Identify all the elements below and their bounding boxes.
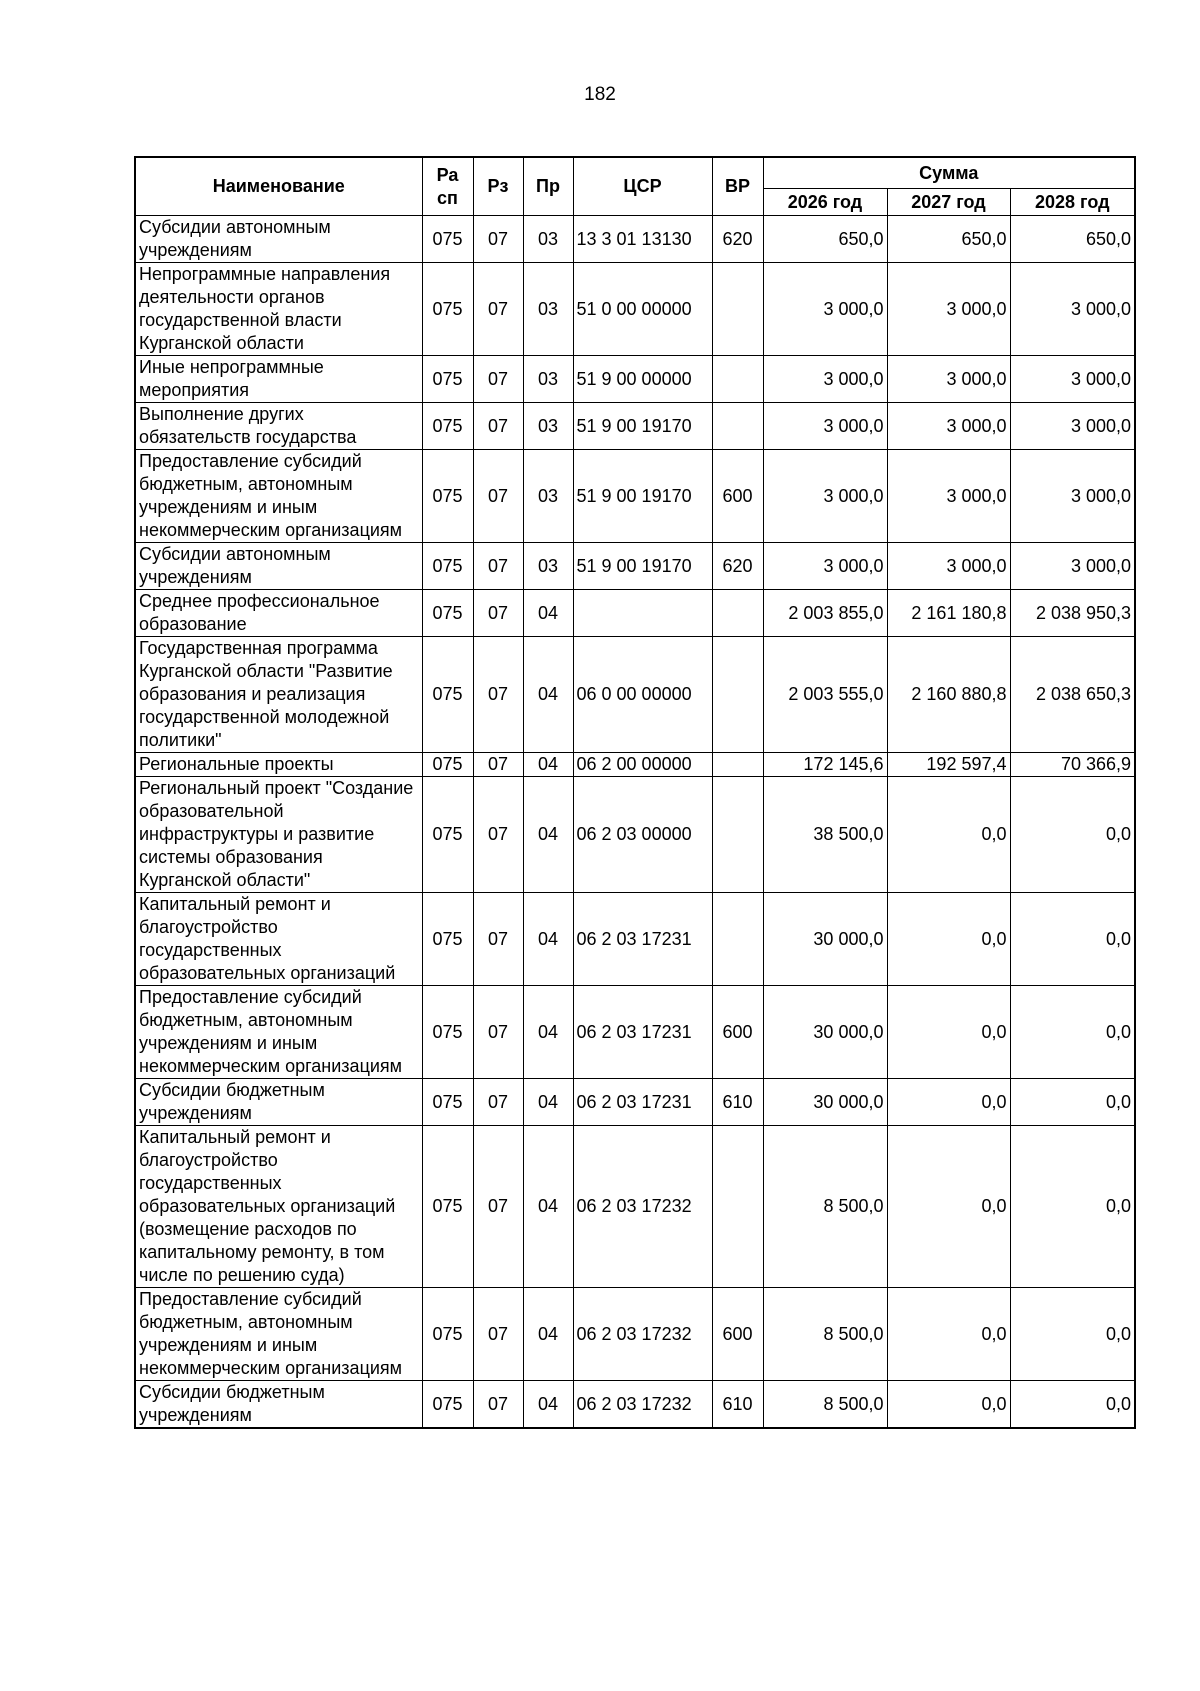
cell-rasp: 075 (422, 356, 473, 403)
cell-csr: 51 0 00 00000 (573, 263, 712, 356)
cell-2026: 8 500,0 (763, 1288, 887, 1381)
cell-2028: 2 038 950,3 (1010, 590, 1135, 637)
table-row (135, 543, 1135, 590)
table-row (135, 753, 1135, 777)
cell-name: Региональный проект "Создание образовательной инфраструктуры и развитие системы образования Курганской области" (135, 777, 422, 893)
cell-csr: 51 9 00 19170 (573, 450, 712, 543)
cell-rasp: 075 (422, 450, 473, 543)
cell-csr: 06 2 03 17231 (573, 1079, 712, 1126)
table-row (135, 1126, 1135, 1288)
cell-vr (712, 356, 763, 403)
table-row (135, 450, 1135, 543)
cell-pr: 04 (523, 986, 573, 1079)
cell-2027: 2 160 880,8 (887, 637, 1010, 753)
cell-rz: 07 (473, 356, 523, 403)
header-sum: Сумма (763, 157, 1135, 189)
cell-vr (712, 590, 763, 637)
cell-2027: 0,0 (887, 1126, 1010, 1288)
cell-csr: 06 0 00 00000 (573, 637, 712, 753)
cell-pr: 03 (523, 450, 573, 543)
cell-2027: 3 000,0 (887, 403, 1010, 450)
cell-2027: 192 597,4 (887, 753, 1010, 777)
cell-pr: 04 (523, 637, 573, 753)
cell-csr: 06 2 03 17232 (573, 1381, 712, 1429)
cell-vr (712, 777, 763, 893)
cell-name: Предоставление субсидий бюджетным, автономным учреждениям и иным некоммерческим организациям (135, 1288, 422, 1381)
cell-vr: 620 (712, 216, 763, 263)
cell-vr: 600 (712, 450, 763, 543)
cell-2027: 0,0 (887, 1381, 1010, 1429)
cell-2026: 30 000,0 (763, 1079, 887, 1126)
cell-2026: 2 003 555,0 (763, 637, 887, 753)
table-row (135, 1079, 1135, 1126)
cell-name: Предоставление субсидий бюджетным, автономным учреждениям и иным некоммерческим организациям (135, 986, 422, 1079)
header-name: Наименование (135, 157, 422, 216)
table-row (135, 403, 1135, 450)
cell-vr: 600 (712, 1288, 763, 1381)
cell-rasp: 075 (422, 753, 473, 777)
cell-csr: 13 3 01 13130 (573, 216, 712, 263)
cell-rasp: 075 (422, 637, 473, 753)
cell-2027: 0,0 (887, 986, 1010, 1079)
cell-pr: 03 (523, 543, 573, 590)
cell-rasp: 075 (422, 1381, 473, 1429)
cell-2028: 0,0 (1010, 1079, 1135, 1126)
cell-pr: 04 (523, 1288, 573, 1381)
header-year-2026: 2026 год (763, 189, 887, 216)
cell-rz: 07 (473, 893, 523, 986)
cell-2027: 2 161 180,8 (887, 590, 1010, 637)
cell-2026: 8 500,0 (763, 1381, 887, 1429)
cell-name: Иные непрограммные мероприятия (135, 356, 422, 403)
cell-vr: 610 (712, 1381, 763, 1429)
cell-csr: 06 2 03 17232 (573, 1288, 712, 1381)
cell-vr: 620 (712, 543, 763, 590)
cell-2026: 3 000,0 (763, 263, 887, 356)
cell-vr (712, 403, 763, 450)
cell-rz: 07 (473, 216, 523, 263)
cell-2028: 3 000,0 (1010, 543, 1135, 590)
cell-name: Среднее профессиональное образование (135, 590, 422, 637)
cell-name: Непрограммные направления деятельности органов государственной власти Курганской области (135, 263, 422, 356)
cell-2027: 0,0 (887, 1079, 1010, 1126)
cell-rasp: 075 (422, 216, 473, 263)
cell-csr: 06 2 00 00000 (573, 753, 712, 777)
cell-rasp: 075 (422, 590, 473, 637)
cell-rz: 07 (473, 1381, 523, 1429)
table-row (135, 893, 1135, 986)
cell-2027: 650,0 (887, 216, 1010, 263)
cell-vr (712, 263, 763, 356)
cell-pr: 04 (523, 777, 573, 893)
cell-2028: 0,0 (1010, 1126, 1135, 1288)
table-row (135, 590, 1135, 637)
cell-pr: 03 (523, 263, 573, 356)
cell-2027: 3 000,0 (887, 543, 1010, 590)
cell-2028: 0,0 (1010, 1288, 1135, 1381)
cell-vr: 600 (712, 986, 763, 1079)
cell-rasp: 075 (422, 543, 473, 590)
cell-rasp: 075 (422, 1288, 473, 1381)
cell-rz: 07 (473, 450, 523, 543)
cell-name: Капитальный ремонт и благоустройство государственных образовательных организаций (возмещение расходов по капитальному ремонту, в том числе по решению суда) (135, 1126, 422, 1288)
cell-pr: 04 (523, 590, 573, 637)
cell-pr: 03 (523, 403, 573, 450)
cell-2027: 3 000,0 (887, 356, 1010, 403)
cell-2026: 2 003 855,0 (763, 590, 887, 637)
cell-2027: 3 000,0 (887, 450, 1010, 543)
page-number: 182 (584, 84, 616, 105)
cell-name: Выполнение других обязательств государства (135, 403, 422, 450)
cell-pr: 03 (523, 216, 573, 263)
cell-rz: 07 (473, 1288, 523, 1381)
table-row (135, 216, 1135, 263)
cell-rasp: 075 (422, 263, 473, 356)
cell-rz: 07 (473, 1126, 523, 1288)
cell-name: Предоставление субсидий бюджетным, автономным учреждениям и иным некоммерческим организациям (135, 450, 422, 543)
cell-2028: 3 000,0 (1010, 356, 1135, 403)
header-rasp: Ра сп (422, 157, 473, 216)
table-row (135, 1288, 1135, 1381)
cell-csr: 51 9 00 19170 (573, 403, 712, 450)
cell-name: Субсидии бюджетным учреждениям (135, 1381, 422, 1429)
cell-2028: 0,0 (1010, 986, 1135, 1079)
cell-rz: 07 (473, 543, 523, 590)
cell-rz: 07 (473, 753, 523, 777)
cell-vr (712, 1126, 763, 1288)
cell-rasp: 075 (422, 893, 473, 986)
cell-rasp: 075 (422, 403, 473, 450)
cell-2027: 0,0 (887, 1288, 1010, 1381)
cell-pr: 04 (523, 1126, 573, 1288)
cell-name: Капитальный ремонт и благоустройство государственных образовательных организаций (135, 893, 422, 986)
table-row (135, 986, 1135, 1079)
cell-name: Региональные проекты (135, 753, 422, 777)
cell-2027: 0,0 (887, 893, 1010, 986)
cell-pr: 04 (523, 753, 573, 777)
table-row (135, 637, 1135, 753)
cell-csr: 06 2 03 00000 (573, 777, 712, 893)
cell-rz: 07 (473, 637, 523, 753)
cell-rz: 07 (473, 263, 523, 356)
cell-2026: 650,0 (763, 216, 887, 263)
cell-2026: 3 000,0 (763, 543, 887, 590)
header-year-2027: 2027 год (887, 189, 1010, 216)
cell-pr: 04 (523, 1381, 573, 1429)
cell-2026: 38 500,0 (763, 777, 887, 893)
cell-csr: 51 9 00 19170 (573, 543, 712, 590)
cell-2028: 3 000,0 (1010, 263, 1135, 356)
cell-2026: 172 145,6 (763, 753, 887, 777)
cell-rz: 07 (473, 777, 523, 893)
cell-rz: 07 (473, 986, 523, 1079)
cell-name: Субсидии автономным учреждениям (135, 216, 422, 263)
header-csr: ЦСР (573, 157, 712, 216)
cell-2026: 3 000,0 (763, 403, 887, 450)
cell-pr: 04 (523, 1079, 573, 1126)
table-header (135, 157, 1135, 216)
cell-csr: 06 2 03 17231 (573, 893, 712, 986)
cell-2027: 3 000,0 (887, 263, 1010, 356)
cell-2028: 0,0 (1010, 893, 1135, 986)
budget-table (134, 156, 1136, 1429)
header-vr: ВР (712, 157, 763, 216)
table-row (135, 356, 1135, 403)
cell-vr (712, 637, 763, 753)
header-rz: Рз (473, 157, 523, 216)
cell-vr (712, 753, 763, 777)
header-pr: Пр (523, 157, 573, 216)
cell-rasp: 075 (422, 1126, 473, 1288)
cell-2028: 0,0 (1010, 1381, 1135, 1429)
cell-2028: 3 000,0 (1010, 450, 1135, 543)
table-row (135, 1381, 1135, 1429)
cell-name: Субсидии автономным учреждениям (135, 543, 422, 590)
cell-2028: 650,0 (1010, 216, 1135, 263)
cell-pr: 03 (523, 356, 573, 403)
cell-csr: 06 2 03 17231 (573, 986, 712, 1079)
cell-rz: 07 (473, 403, 523, 450)
cell-2028: 0,0 (1010, 777, 1135, 893)
cell-2028: 3 000,0 (1010, 403, 1135, 450)
table-body (135, 216, 1135, 1429)
cell-2028: 2 038 650,3 (1010, 637, 1135, 753)
table-row (135, 777, 1135, 893)
table-row (135, 263, 1135, 356)
cell-2026: 30 000,0 (763, 986, 887, 1079)
cell-name: Субсидии бюджетным учреждениям (135, 1079, 422, 1126)
cell-name: Государственная программа Курганской области "Развитие образования и реализация государственной молодежной политики" (135, 637, 422, 753)
cell-rasp: 075 (422, 777, 473, 893)
cell-2026: 3 000,0 (763, 356, 887, 403)
cell-pr: 04 (523, 893, 573, 986)
cell-csr (573, 590, 712, 637)
cell-2027: 0,0 (887, 777, 1010, 893)
cell-vr (712, 893, 763, 986)
cell-csr: 06 2 03 17232 (573, 1126, 712, 1288)
cell-csr: 51 9 00 00000 (573, 356, 712, 403)
cell-rasp: 075 (422, 1079, 473, 1126)
cell-2026: 3 000,0 (763, 450, 887, 543)
cell-rz: 07 (473, 1079, 523, 1126)
cell-2026: 8 500,0 (763, 1126, 887, 1288)
cell-2026: 30 000,0 (763, 893, 887, 986)
cell-vr: 610 (712, 1079, 763, 1126)
cell-rz: 07 (473, 590, 523, 637)
header-year-2028: 2028 год (1010, 189, 1135, 216)
cell-2028: 70 366,9 (1010, 753, 1135, 777)
cell-rasp: 075 (422, 986, 473, 1079)
